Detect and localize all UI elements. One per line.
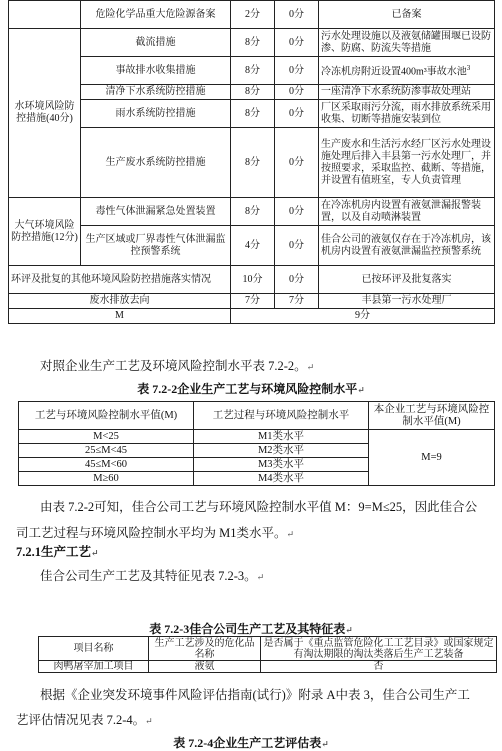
column-header: 工艺与环境风险控制水平值(M) <box>19 402 194 430</box>
table-cell: 一座清净下水系统防渗事故处理站 <box>319 85 495 100</box>
table-header-row <box>19 402 495 430</box>
table-cell: M4类水平 <box>194 472 369 486</box>
table-cell: 清净下水系统防控措施 <box>81 85 231 100</box>
table-row <box>9 266 495 294</box>
paragraph-intro <box>40 358 314 375</box>
table-cell: 7分 <box>231 294 275 309</box>
note-text: 冷冻机房附近设置400m³事故水池 <box>321 66 467 78</box>
risk-control-score-table <box>8 0 495 324</box>
control-level-table <box>18 401 495 486</box>
table-cell: 0分 <box>275 198 319 226</box>
table-cell: 截流措施 <box>81 29 231 57</box>
table-cell: 8分 <box>231 128 275 198</box>
table-cell: 0分 <box>275 1 319 29</box>
table-cell: 丰县第一污水处理厂 <box>319 294 495 309</box>
table-cell: 肉鸭屠宰加工项目 <box>39 661 149 673</box>
table-caption-7-2-4 <box>0 734 502 751</box>
table-cell: 8分 <box>231 57 275 85</box>
paragraph-mark: ↵ <box>306 362 315 372</box>
table-cell: 废水排放去向 <box>9 294 231 309</box>
table-row <box>9 226 495 266</box>
table-cell: M1类水平 <box>194 430 369 444</box>
caption-text: 表 7.2-3佳合公司生产工艺及其特征表 <box>149 622 346 636</box>
table-cell: 液氨 <box>149 661 261 673</box>
paragraph-text: 佳合公司生产工艺及其特征见表 7.2-3。 <box>40 569 257 583</box>
table-cell: 佳合公司的液氨仅存在于冷冻机房，该机房内设置有液氨泄漏监控预警系统 <box>319 226 495 266</box>
superscript: 3 <box>466 64 471 73</box>
table-cell: 0分 <box>275 57 319 85</box>
caption-text: 表 7.2-4企业生产工艺评估表 <box>173 736 322 750</box>
table-cell: 10分 <box>231 266 275 294</box>
table-cell: 0分 <box>275 29 319 57</box>
table-cell: 8分 <box>231 198 275 226</box>
heading-text: 7.2.1生产工艺 <box>16 545 92 559</box>
table-cell: 危险化学品重大危险源备案 <box>81 1 231 29</box>
table-cell: 0分 <box>275 85 319 100</box>
paragraph-text: 司工艺过程与环境风险控制水平均为 M1类水平。 <box>16 526 287 540</box>
table-cell <box>9 1 81 29</box>
table-row <box>9 294 495 309</box>
table-header-row <box>39 637 497 661</box>
paragraph-text: 对照企业生产工艺及环境风险控制水平表 7.2-2。 <box>40 359 307 373</box>
table-cell: 厂区采取雨污分流，雨水排放系统采用收集、切断等措施安装到位 <box>319 100 495 128</box>
table-row <box>9 85 495 100</box>
table-row <box>9 57 495 85</box>
table-cell: 污水处理设施以及液氨储罐围堰已设防渗、防腐、防流失等措施 <box>319 29 495 57</box>
table-cell: 25≤M<45 <box>19 444 194 458</box>
group-label-air: 大气环境风险防控措施(12分) <box>9 198 81 266</box>
group-label-water: 水环境风险防控措施(40分) <box>9 29 81 198</box>
table-row <box>9 1 495 29</box>
paragraph-mark: ↵ <box>345 625 353 635</box>
section-heading-7-2-1 <box>16 542 99 560</box>
table-cell: 生产废水和生活污水经厂区污水处理设施处理后排入丰县第一污水处理厂，并按照要求，采取监控、截断、等措施，并设置有值班室，专人负责管理 <box>319 128 495 198</box>
table-cell: 9分 <box>231 309 495 324</box>
table-row <box>9 198 495 226</box>
table-cell: 0分 <box>275 226 319 266</box>
paragraph-text: 艺评估情况见表 7.2-4。 <box>16 713 146 727</box>
table-cell: 0分 <box>275 128 319 198</box>
table-row <box>39 661 497 673</box>
paragraph-mark: ↵ <box>91 548 99 558</box>
caption-text: 表 7.2-2企业生产工艺与环境风险控制水平 <box>137 382 358 396</box>
table-cell: 已按环评及批复落实 <box>319 266 495 294</box>
table-cell: 在冷冻机房内设置有液氨泄漏报警装置，以及自动喷淋装置 <box>319 198 495 226</box>
enterprise-m-value: M=9 <box>369 430 495 486</box>
column-header: 生产工艺涉及的危化品名称 <box>149 637 261 661</box>
column-header: 是否属于《重点监管危险化工工艺目录》或国家规定有淘汰期限的淘汰类落后生产工艺装备 <box>261 637 497 661</box>
table-row <box>9 309 495 324</box>
table-row <box>9 128 495 198</box>
table-cell: 否 <box>261 661 497 673</box>
paragraph-mark: ↵ <box>286 529 295 539</box>
table-cell: 生产废水系统防控措施 <box>81 128 231 198</box>
table-cell: 8分 <box>231 85 275 100</box>
paragraph-assessment-line1: 根据《企业突发环境事件风险评估指南(试行)》附录 A中表 3，佳合公司生产工 <box>40 688 470 702</box>
table-cell: 毒性气体泄漏紧急处置装置 <box>81 198 231 226</box>
table-cell: 环评及批复的其他环境风险防控措施落实情况 <box>9 266 231 294</box>
table-caption-7-2-2 <box>0 380 502 397</box>
column-header: 工艺过程与环境风险控制水平 <box>194 402 369 430</box>
table-cell: M2类水平 <box>194 444 369 458</box>
process-feature-table <box>38 636 497 673</box>
table-cell: M3类水平 <box>194 458 369 472</box>
table-cell: M <box>9 309 231 324</box>
table-cell: 7分 <box>275 294 319 309</box>
paragraph-process <box>40 568 264 585</box>
paragraph-result-line2 <box>16 525 294 542</box>
table-cell: M≥60 <box>19 472 194 486</box>
column-header: 本企业工艺与环境风险控制水平值(M) <box>369 402 495 430</box>
table-cell: 45≤M<60 <box>19 458 194 472</box>
paragraph-mark: ↵ <box>145 716 153 726</box>
paragraph-mark: ↵ <box>321 739 329 749</box>
table-cell <box>319 57 495 85</box>
column-header: 项目名称 <box>39 637 149 661</box>
paragraph-mark: ↵ <box>256 572 265 582</box>
table-row <box>9 29 495 57</box>
table-cell: 已备案 <box>319 1 495 29</box>
table-cell: 生产区域或厂界毒性气体泄漏监控预警系统 <box>81 226 231 266</box>
paragraph-assessment-line2 <box>16 712 153 729</box>
paragraph-mark: ↵ <box>357 385 365 395</box>
table-cell: 2分 <box>231 1 275 29</box>
table-caption-7-2-3 <box>0 620 502 637</box>
table-cell: 雨水系统防控措施 <box>81 100 231 128</box>
table-cell: 事故排水收集措施 <box>81 57 231 85</box>
table-cell: 0分 <box>275 266 319 294</box>
table-row <box>9 100 495 128</box>
table-cell: 8分 <box>231 100 275 128</box>
table-cell: 0分 <box>275 100 319 128</box>
table-row <box>19 430 495 444</box>
table-cell: 4分 <box>231 226 275 266</box>
table-cell: M<25 <box>19 430 194 444</box>
paragraph-result-line1: 由表 7.2-2可知，佳合公司工艺与环境风险控制水平值 M：9=M≤25，因此佳合公 <box>40 500 478 514</box>
table-cell: 8分 <box>231 29 275 57</box>
